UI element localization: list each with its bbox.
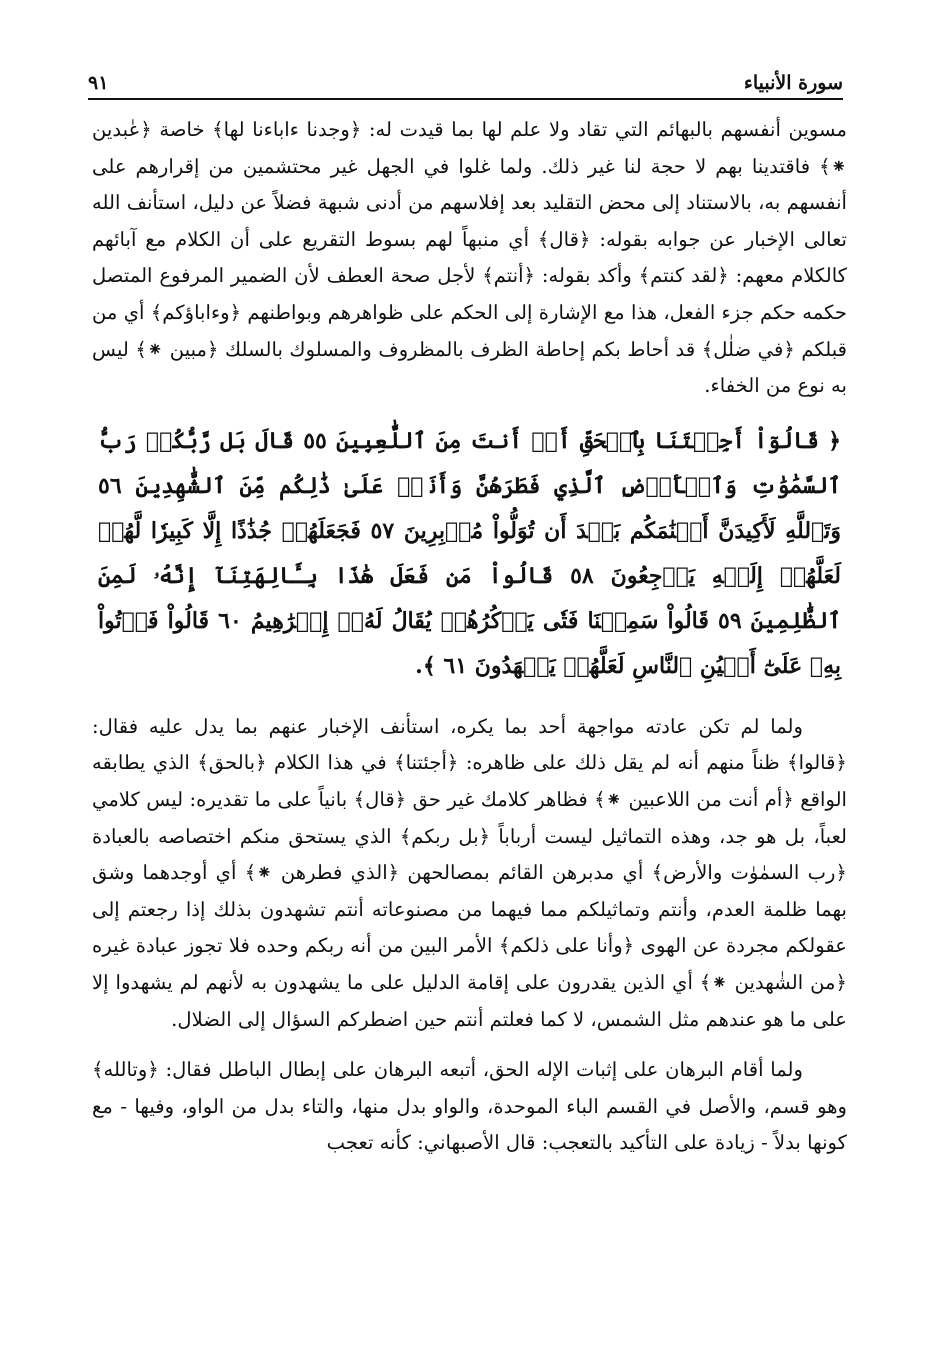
paragraph-commentary-2: ولما لم تكن عادته مواجهة أحد بما يكره، استأنف الإخبار عنهم بما يدل عليه فقال: ﴿قالوا﴾ ظناً منهم أنه لم يقل ذلك على ظاهره: ﴿أجئتنا﴾ في هذا الكلام ﴿بالحق﴾ الذي يطابقه الواقع ﴿أم أنت من اللاعبين ⁕﴾ فظاهر كلامك غير حق ﴿قال﴾ بانياً على ما تقديره: ليس كلامي لعباً، بل هو جد، وهذه التماثيل ليست أرباباً ﴿بل ربكم﴾ الذي يستحق منكم اختصاصه بالعبادة ﴿رب السمٰوٰت والأرض﴾ أي مدبرهن القائم بمصالحهن ﴿الذي فطرهن ⁕﴾ أي أوجدهما وشق بهما ظلمة العدم، وأنتم وتماثيلكم مما فيهما من مصنوعاته أنتم تشهدون بذلك إذا رجعتم إلى عقولكم مجردة عن الهوى ﴿وأنا على ذلكم﴾ الأمر البين من أنه ربكم وحده فلا تجوز عبادة غيره ﴿من الشٰهدين ⁕﴾ أي الذين يقدرون على إقامة الدليل على ما يشهدون به لأنهم لم يشهدوا إلا على ما هو عندهم مثل الشمس، لا كما فعلتم أنتم حين اضطركم السؤال إلى الضلال. [92,714,847,1031]
page-number: ٩١ [88,72,109,94]
header-divider [88,98,843,100]
page-body [92,112,847,1162]
surah-title: سورة الأنبياء [743,72,843,94]
paragraph-commentary-3: ولما أقام البرهان على إثبات الإله الحق، أتبعه البرهان على إبطال الباطل فقال: ﴿وتالله﴾وهو قسم، والأصل في القسم الباء الموحدة، والواو بدل منها، والتاء بدل من الواو، وفيها - مع كونها بدلاً - زيادة على التأكيد بالتعجب: قال الأصبهاني: كأنه تعجب [92,1058,847,1155]
quran-verses-55-61: ﴿ قَالُوٓاْ أَجِئۡتَنَا بِٱلۡحَقِّ أَمۡ أَنتَ مِنَ ٱللَّٰعِبِينَ ٥٥ قَالَ بَل رَّبُّكُمۡ رَبُّ ٱلسَّمَٰوَٰتِ وَٱلۡأَرۡضِ ٱلَّذِي فَطَرَهُنَّ وَأَنَا۠ عَلَىٰ ذَٰلِكُم مِّنَ ٱلشَّٰهِدِينَ ٥٦ وَتَٱللَّهِ لَأَكِيدَنَّ أَصۡنَٰمَكُم بَعۡدَ أَن تُوَلُّواْ مُدۡبِرِينَ ٥٧ فَجَعَلَهُمۡ جُذَٰذًا إِلَّا كَبِيرٗا لَّهُمۡ لَعَلَّهُمۡ إِلَيۡهِ يَرۡجِعُونَ ٥٨ قَالُواْ مَن فَعَلَ هَٰذَا بِـَٔالِهَتِنَآ إِنَّهُۥ لَمِنَ ٱلظَّٰلِمِينَ ٥٩ قَالُواْ سَمِعۡنَا فَتٗى يَذۡكُرُهُمۡ يُقَالُ لَهُۥٓ إِبۡرَٰهِيمُ ٦٠ قَالُواْ فَأۡتُواْ بِهِۦ عَلَىٰٓ أَعۡيُنِ ٱلنَّاسِ لَعَلَّهُمۡ يَشۡهَدُونَ ٦١ ﴾. [98,427,841,679]
page-header [88,58,843,94]
paragraph-commentary-1: مسوين أنفسهم بالبهائم التي تقاد ولا علم لها بما قيدت له: ﴿وجدنا ءاباءنا لها﴾ خاصة ﴿عٰبدين ⁕﴾ فاقتدينا بهم لا حجة لنا غير ذلك. ولما غلوا في الجهل غير محتشمين من إقرارهم على أنفسهم به، بالاستناد إلى محض التقليد بعد إفلاسهم من أدنى شبهة فضلاً عن دليل، استأنف الله تعالى الإخبار عن جوابه بقوله: ﴿قال﴾ أي منبهاً لهم بسوط التقريع على أن الكلام مع آبائهم كالكلام معهم: ﴿لقد كنتم﴾ وأكد بقوله: ﴿أنتم﴾ لأجل صحة العطف لأن الضمير المرفوع المتصل حكمه حكم جزء الفعل، هذا مع الإشارة إلى الحكم على ظواهرهم وبواطنهم ﴿وءاباؤكم﴾ أي من قبلكم ﴿في ضلٰل﴾ قد أحاط بكم إحاطة الظرف بالمظروف والمسلوك بالسلك ﴿مبين ⁕﴾ ليس به نوع من الخفاء. [92,118,847,398]
